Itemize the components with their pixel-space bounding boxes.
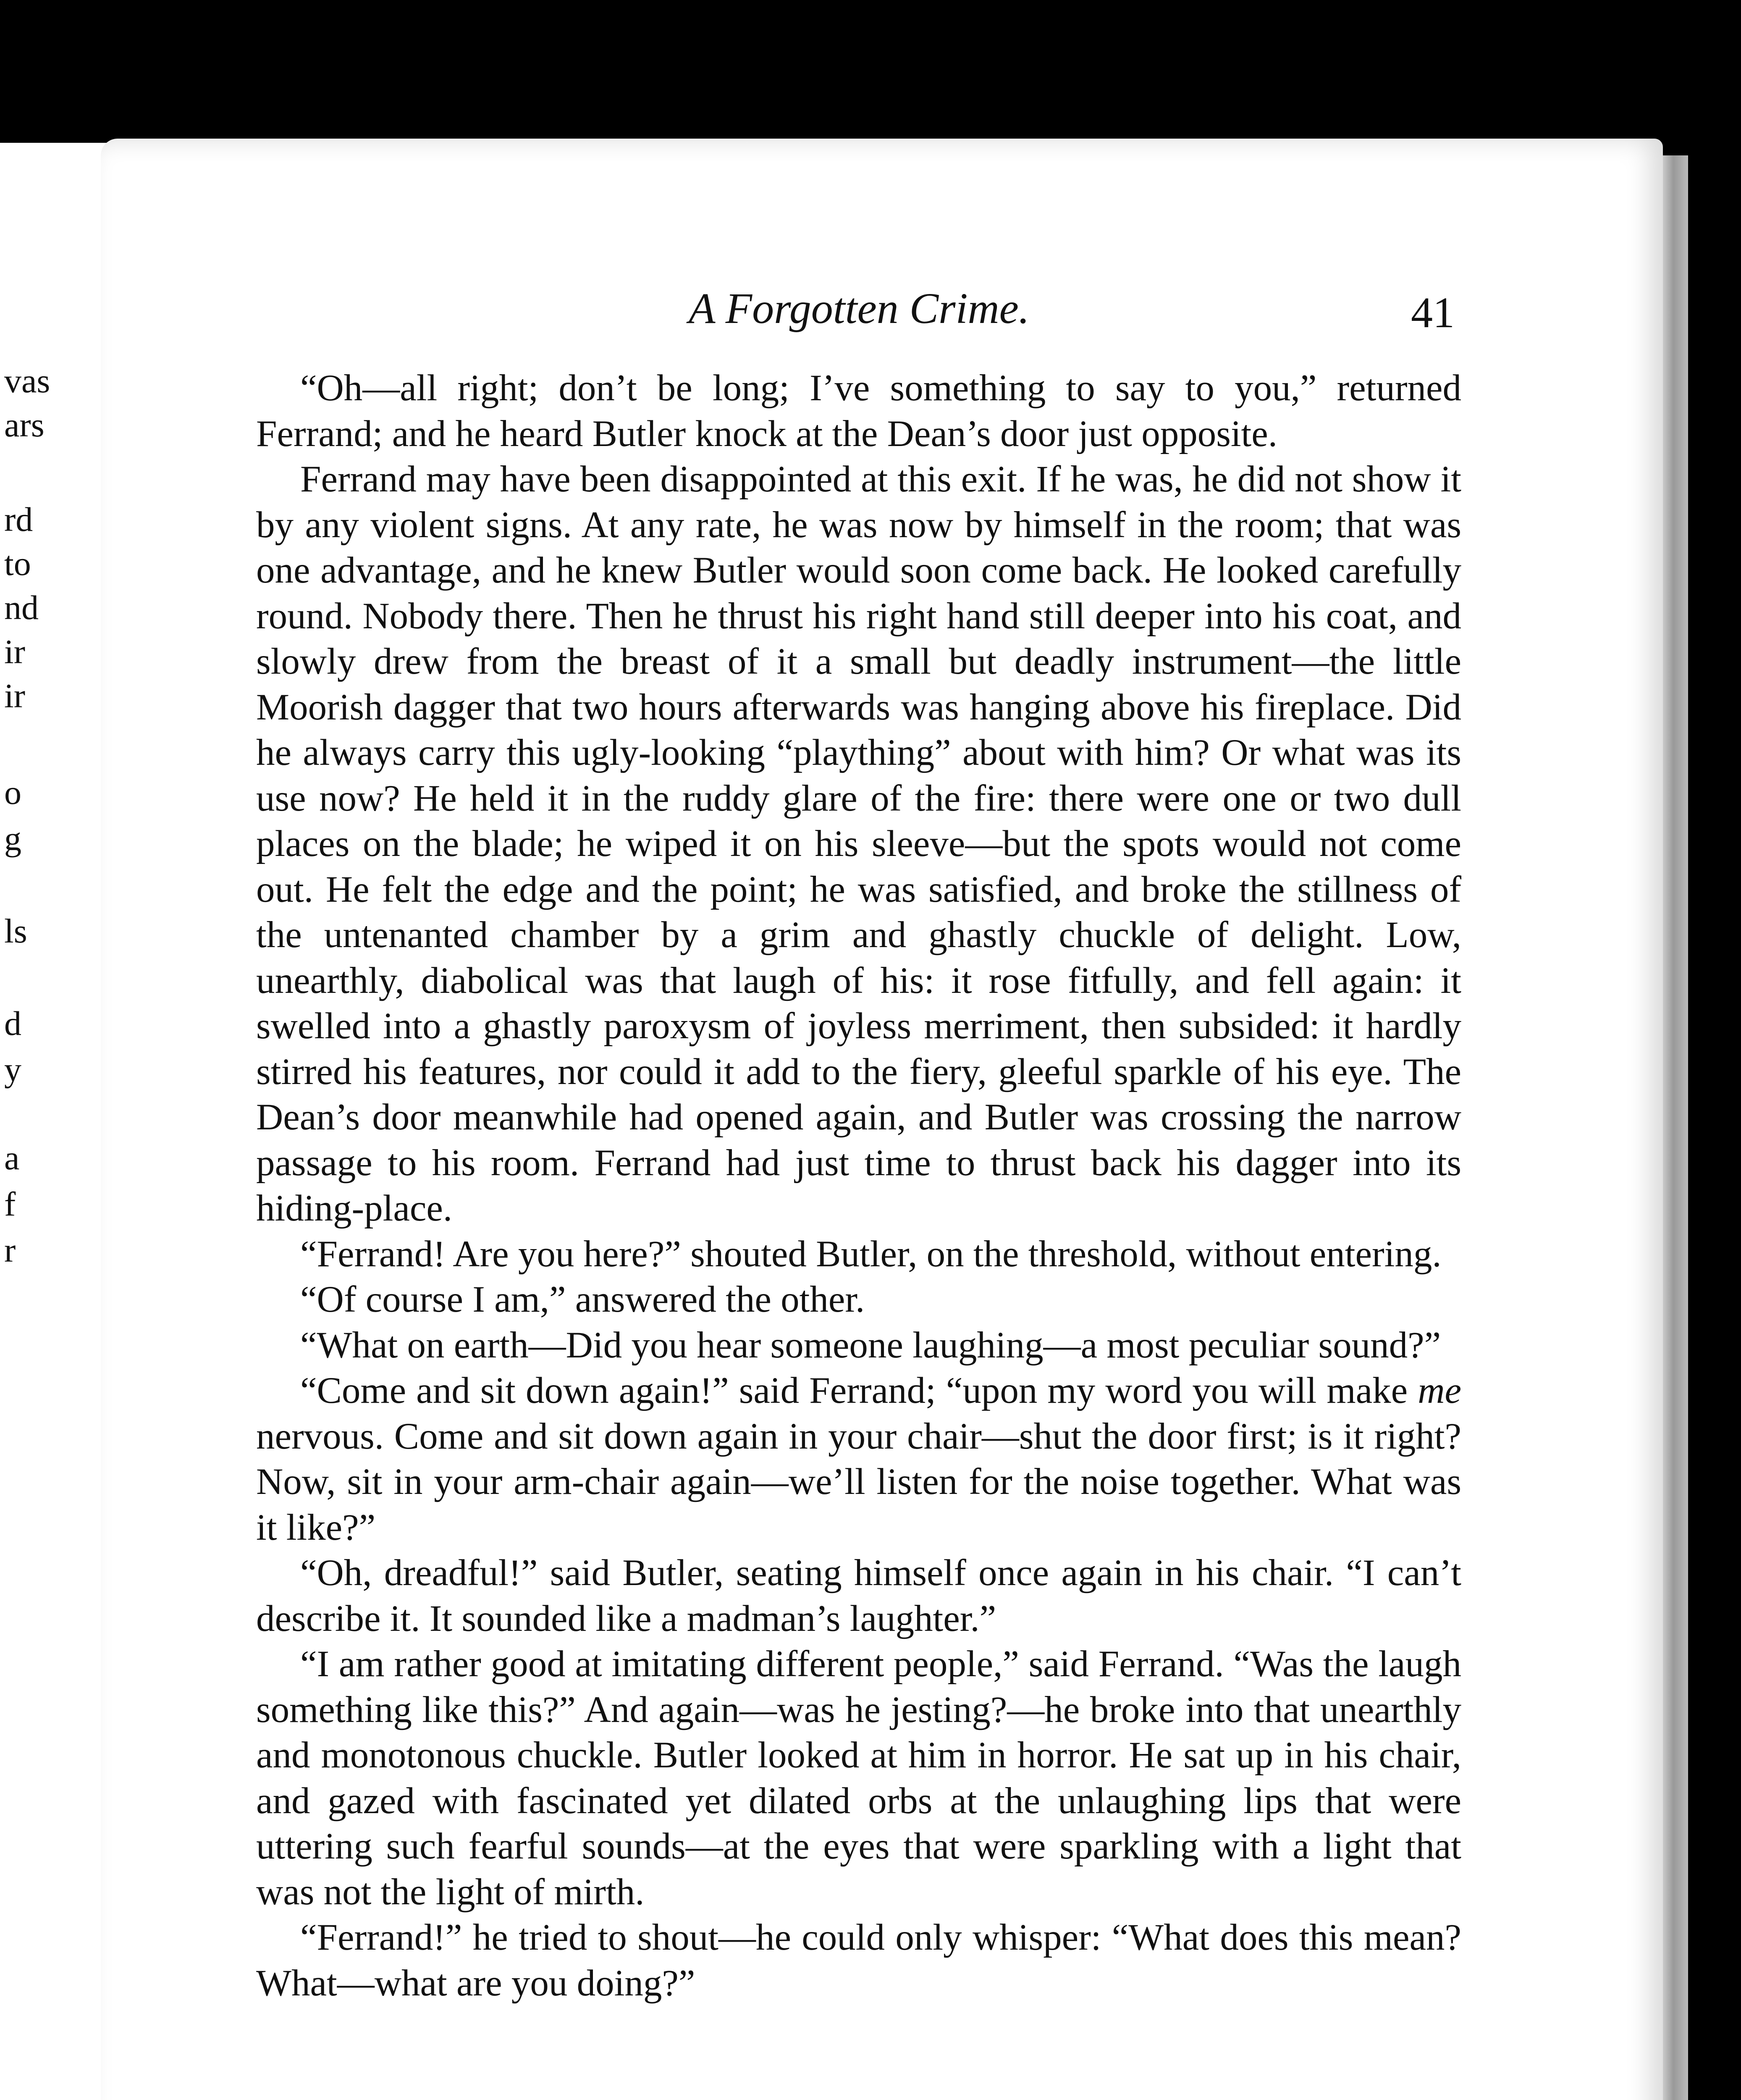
left-fragment: d: [4, 1004, 21, 1042]
left-fragment: r: [4, 1231, 16, 1269]
running-head: [101, 284, 1663, 351]
left-fragment: a: [4, 1139, 20, 1177]
book-page: [101, 139, 1663, 2100]
left-fragment: y: [4, 1050, 21, 1089]
left-fragment: g: [4, 819, 21, 858]
left-fragment: rd: [4, 500, 33, 538]
left-fragment: ls: [4, 912, 27, 950]
left-fragment: nd: [4, 588, 39, 627]
paragraph-with-emphasis: [256, 1368, 1461, 1550]
paragraph: “Ferrand!” he tried to shout—he could only whisper: “What does this mean? What—what are you doing?”: [256, 1917, 1461, 2004]
paragraph: “Oh—all right; don’t be long; I’ve something to say to you,” returned Ferrand; and he heard Butler knock at the Dean’s door just opposite.: [256, 368, 1461, 454]
paragraph: Ferrand may have been disappointed at this exit. If he was, he did not show it by any violent signs. At any rate, he was now by himself in the room; that was one advantage, and he knew Butler would soon come back. He looked carefully round. Nobody there. Then he thrust his right hand still deeper into his coat, and slowly drew from the breast of it a small but deadly instrument—the little Moorish dagger that two hours afterwards was hanging above his fireplace. Did he always carry this ugly-looking “plaything” about with him? Or what was its use now? He held it in the ruddy glare of the fire: there were one or two dull places on the blade; he wiped it on his sleeve—but the spots would not come out. He felt the edge and the point; he was satisfied, and broke the stillness of the untenanted chamber by a grim and ghastly chuckle of delight. Low, unearthly, diabolical was that laugh of his: it rose fitfully, and fell again: it swelled into a ghastly paroxysm of joyless merriment, then subsided: it hardly stirred his features, nor could it add to the fiery, gleeful sparkle of his eye. The Dean’s door meanwhile had opened again, and Butler was crossing the narrow passage to his room. Ferrand had just time to thrust back his dagger into its hiding-place.: [256, 459, 1461, 1229]
running-title: A Forgotten Crime.: [689, 284, 1030, 333]
paragraph: “Ferrand! Are you here?” shouted Butler, on the threshold, without entering.: [300, 1233, 1442, 1275]
paragraph-text: “Come and sit down again!” said Ferrand; “upon my word you will make: [300, 1370, 1418, 1411]
body-text: [256, 365, 1461, 2006]
left-fragment: f: [4, 1185, 16, 1223]
paragraph: “What on earth—Did you hear someone laughing—a most peculiar sound?”: [300, 1324, 1441, 1366]
paragraph: “Of course I am,” answered the other.: [300, 1279, 865, 1320]
left-fragment: ir: [4, 633, 26, 671]
left-fragment: o: [4, 773, 21, 811]
left-fragment: ir: [4, 677, 26, 715]
paragraph: “Oh, dreadful!” said Butler, seating himself once again in his chair. “I can’t describe it. It sounded like a madman’s laughter.”: [256, 1552, 1461, 1639]
left-fragment: vas: [4, 362, 50, 400]
page-edge-shadow: [1659, 155, 1688, 2100]
left-fragment: to: [4, 544, 31, 583]
left-fragment: ars: [4, 406, 45, 444]
emphasized-word: me: [1418, 1370, 1461, 1411]
paragraph: “I am rather good at imitating different people,” said Ferrand. “Was the laugh something like this?” And again—was he jesting?—he broke into that unearthly and monotonous chuckle. Butler looked at him in horror. He sat up in his chair, and gazed with fascinated yet dilated orbs at the unlaughing lips that were uttering such fearful sounds—at the eyes that were sparkling with a light that was not the light of mirth.: [256, 1643, 1461, 1913]
page-number: 41: [1411, 289, 1455, 337]
paragraph-text: nervous. Come and sit down again in your chair—shut the door first; is it right? Now, sit in your arm-chair again—we’ll listen for the noise together. What was it like?”: [256, 1415, 1461, 1548]
